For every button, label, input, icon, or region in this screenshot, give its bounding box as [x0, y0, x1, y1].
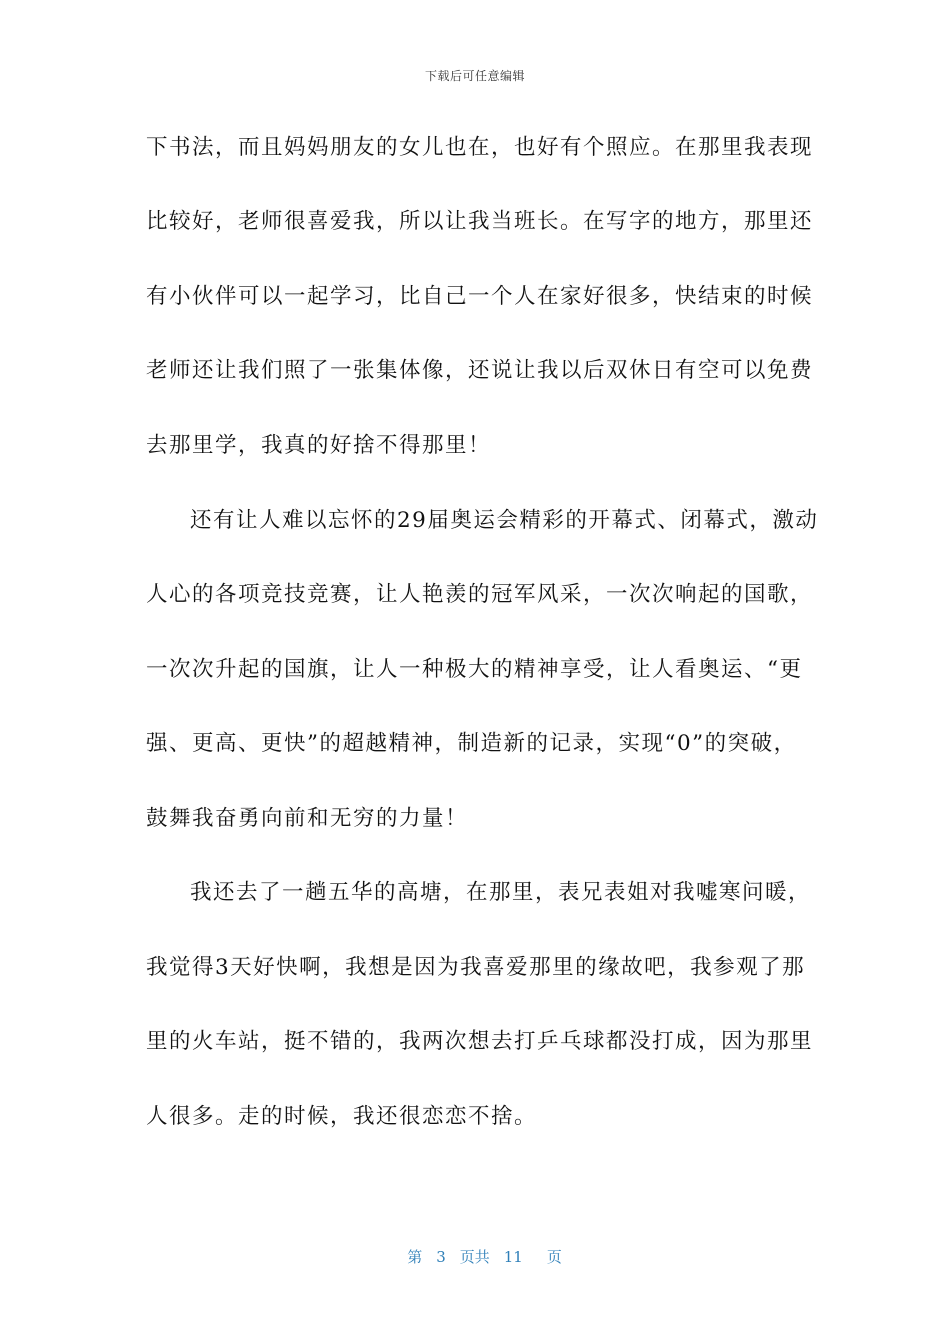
text-line: 老师还让我们照了一张集体像，还说让我以后双休日有空可以免费 — [146, 358, 814, 383]
text-line: 有小伙伴可以一起学习，比自己一个人在家好很多，快结束的时候 — [146, 284, 814, 309]
footer-total-pages: 11 — [503, 1248, 523, 1266]
text-line: 还有让人难以忘怀的29届奥运会精彩的开幕式、闭幕式，激动 — [190, 508, 819, 533]
footer-middle: 页共 — [459, 1248, 490, 1266]
text-line: 强、更高、更快”的超越精神，制造新的记录，实现“0”的突破， — [146, 731, 797, 756]
text-line: 下书法，而且妈妈朋友的女儿也在，也好有个照应。在那里我表现 — [146, 135, 814, 160]
text-line: 人很多。走的时候，我还很恋恋不捨。 — [146, 1104, 538, 1129]
text-line: 一次次升起的国旗，让人一种极大的精神享受，让人看奥运、“更 — [146, 657, 803, 682]
header-note: 下载后可任意编辑 — [424, 69, 525, 83]
footer-page-number: 3 — [436, 1248, 446, 1266]
footer-suffix: 页 — [546, 1248, 562, 1266]
text-line: 人心的各项竞技竞赛，让人艳羡的冠军风采，一次次响起的国歌， — [146, 582, 814, 607]
footer-prefix: 第 — [407, 1248, 423, 1266]
text-line: 里的火车站，挺不错的，我两次想去打乒乓球都没打成，因为那里 — [146, 1029, 814, 1054]
text-line: 比较好，老师很喜爱我，所以让我当班长。在写字的地方，那里还 — [146, 209, 814, 234]
text-line: 我觉得3天好快啊，我想是因为我喜爱那里的缘故吧，我参观了那 — [146, 955, 806, 980]
text-line: 去那里学，我真的好捨不得那里！ — [146, 433, 492, 458]
text-line: 鼓舞我奋勇向前和无穷的力量！ — [146, 806, 469, 831]
text-line: 我还去了一趟五华的高塘，在那里，表兄表姐对我嘘寒问暖， — [190, 880, 812, 905]
page-footer — [0, 1228, 950, 1285]
